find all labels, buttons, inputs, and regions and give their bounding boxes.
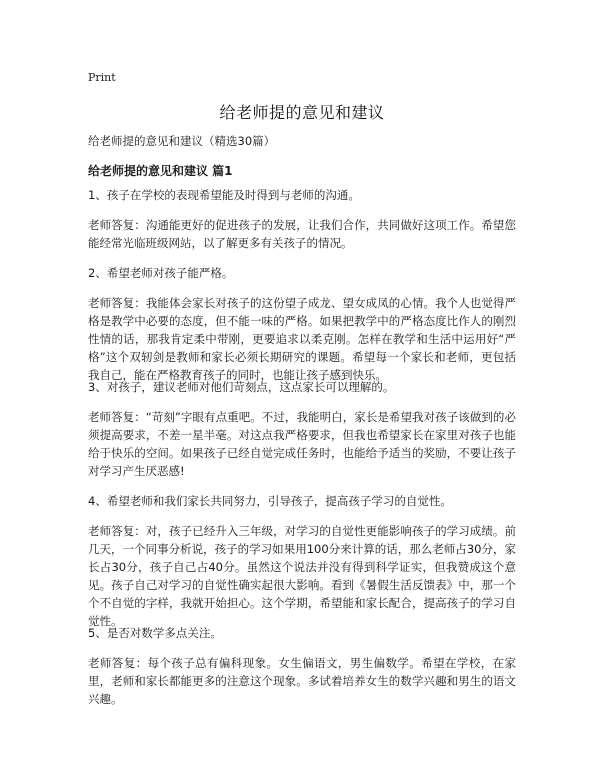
print-label[interactable]: Print [88, 71, 116, 84]
document-subtitle: 给老师提的意见和建议（精选30篇） [88, 134, 276, 148]
paragraph-question-3: 3、对孩子，建议老师对他们苛刻点，这点家长可以理解的。 [88, 380, 395, 394]
paragraph-answer-2: 老师答复：我能体会家长对孩子的这份望子成龙、望女成凤的心情。我个人也觉得严格是教学中必要的态度，但不能一味的严格。如果把教学中的严格态度比作人的刚烈性情的话，那我肯定柔中带刚，更要追求以柔克刚。怎样在教学和生活中运用好“严格”这个双轫剑是教师和家长必须长期研究的课题。希望每一个家长和老师，更包括我自己，能在严格教育孩子的同时，也能让孩子感到快乐。 [88, 296, 516, 382]
paragraph-question-1: 1、孩子在学校的表现希望能及时得到与老师的沟通。 [88, 188, 360, 202]
paragraph-question-5: 5、是否对数学多点关注。 [88, 626, 222, 640]
paragraph-question-4: 4、希望老师和我们家长共同努力，引导孩子，提高孩子学习的自觉性。 [88, 494, 452, 508]
paragraph-answer-1: 老师答复：沟通能更好的促进孩子的发展，让我们合作，共同做好这项工作。希望您能经常光临班级网站，以了解更多有关孩子的情况。 [88, 218, 516, 250]
paragraph-question-2: 2、希望老师对孩子能严格。 [88, 266, 234, 280]
paragraph-answer-4: 老师答复：对，孩子已经升入三年级，对学习的自觉性更能影响孩子的学习成绩。前几天，一个同事分析说，孩子的学习如果用100分来计算的话，那么老师占30分，家长占30分，孩子自己占40分。虽然这个说法并没有得到科学证实，但我赞成这个意见。孩子自己对学习的自觉性确实起很大影响。看到《暑假生活反馈表》中，那一个个不自觉的字样，我就开始担心。这个学期，希望能和家长配合，提高孩子的学习自觉性。 [88, 524, 516, 628]
page-title: 给老师提的意见和建议 [219, 103, 385, 122]
paragraph-answer-3: 老师答复：“苛刻”字眼有点重吧。不过，我能明白，家长是希望我对孩子该做到的必须提高要求，不差一星半毫。对这点我严格要求，但我也希望家长在家里对孩子也能给于快乐的空间。如果孩子已经自觉完成任务时，也能给予适当的奖励，不要让孩子对学习产生厌恶感! [88, 410, 516, 478]
section-heading: 给老师提的意见和建议 篇1 [88, 164, 233, 178]
paragraph-answer-5: 老师答复：每个孩子总有偏科现象。女生偏语文，男生偏数学。希望在学校，在家里，老师和家长都能更多的注意这个现象。多试着培养女生的数学兴趣和男生的语文兴趣。 [88, 656, 516, 706]
